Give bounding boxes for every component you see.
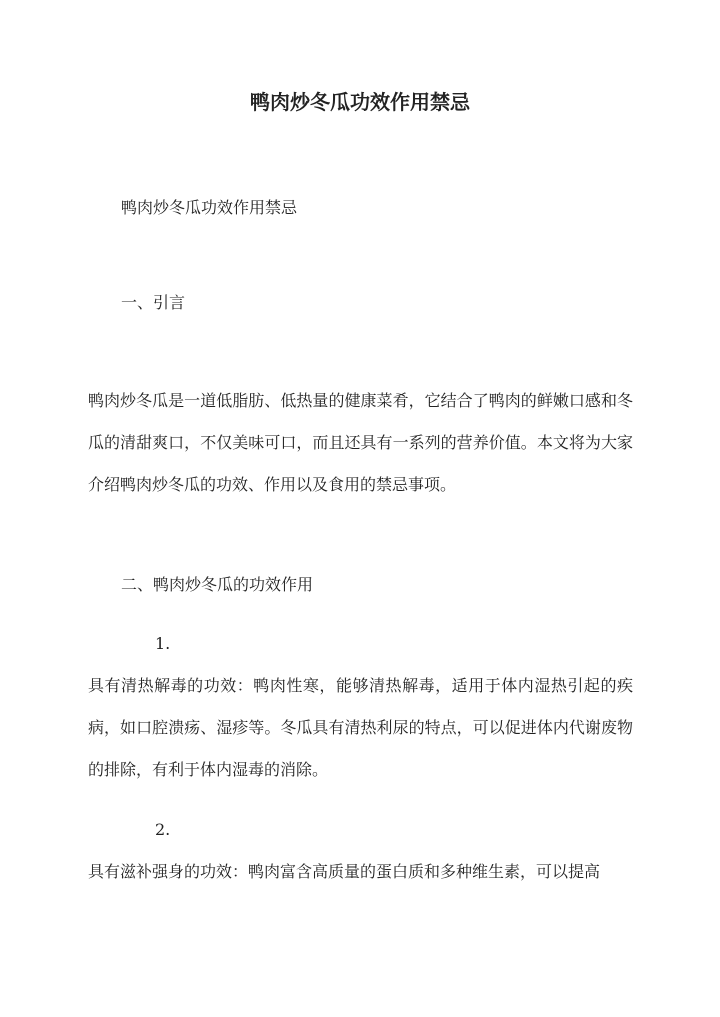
section-heading-intro: 一、引言 — [121, 293, 186, 312]
document-title: 鸭肉炒冬瓜功效作用禁忌 — [250, 90, 470, 114]
section-heading-benefits: 二、鸭肉炒冬瓜的功效作用 — [121, 575, 314, 594]
intro-paragraph: 鸭肉炒冬瓜是一道低脂肪、低热量的健康菜肴，它结合了鸭肉的鲜嫩口感和冬瓜的清甜爽口，不仅美味可口，而且还具有一系列的营养价值。本文将为大家介绍鸭肉炒冬瓜的功效、作用以及食用的禁忌事项。 — [88, 391, 633, 494]
list-item-text: 具有清热解毒的功效：鸭肉性寒，能够清热解毒，适用于体内湿热引起的疾病，如口腔溃疡、湿疹等。冬瓜具有清热利尿的特点，可以促进体内代谢废物的排除，有利于体内湿毒的消除。 — [88, 676, 633, 779]
document-subtitle: 鸭肉炒冬瓜功效作用禁忌 — [121, 198, 298, 217]
list-item-text: 具有滋补强身的功效：鸭肉富含高质量的蛋白质和多种维生素，可以提高 — [88, 862, 601, 881]
list-item-number: 1. — [155, 634, 171, 653]
list-item-number: 2. — [155, 820, 171, 839]
